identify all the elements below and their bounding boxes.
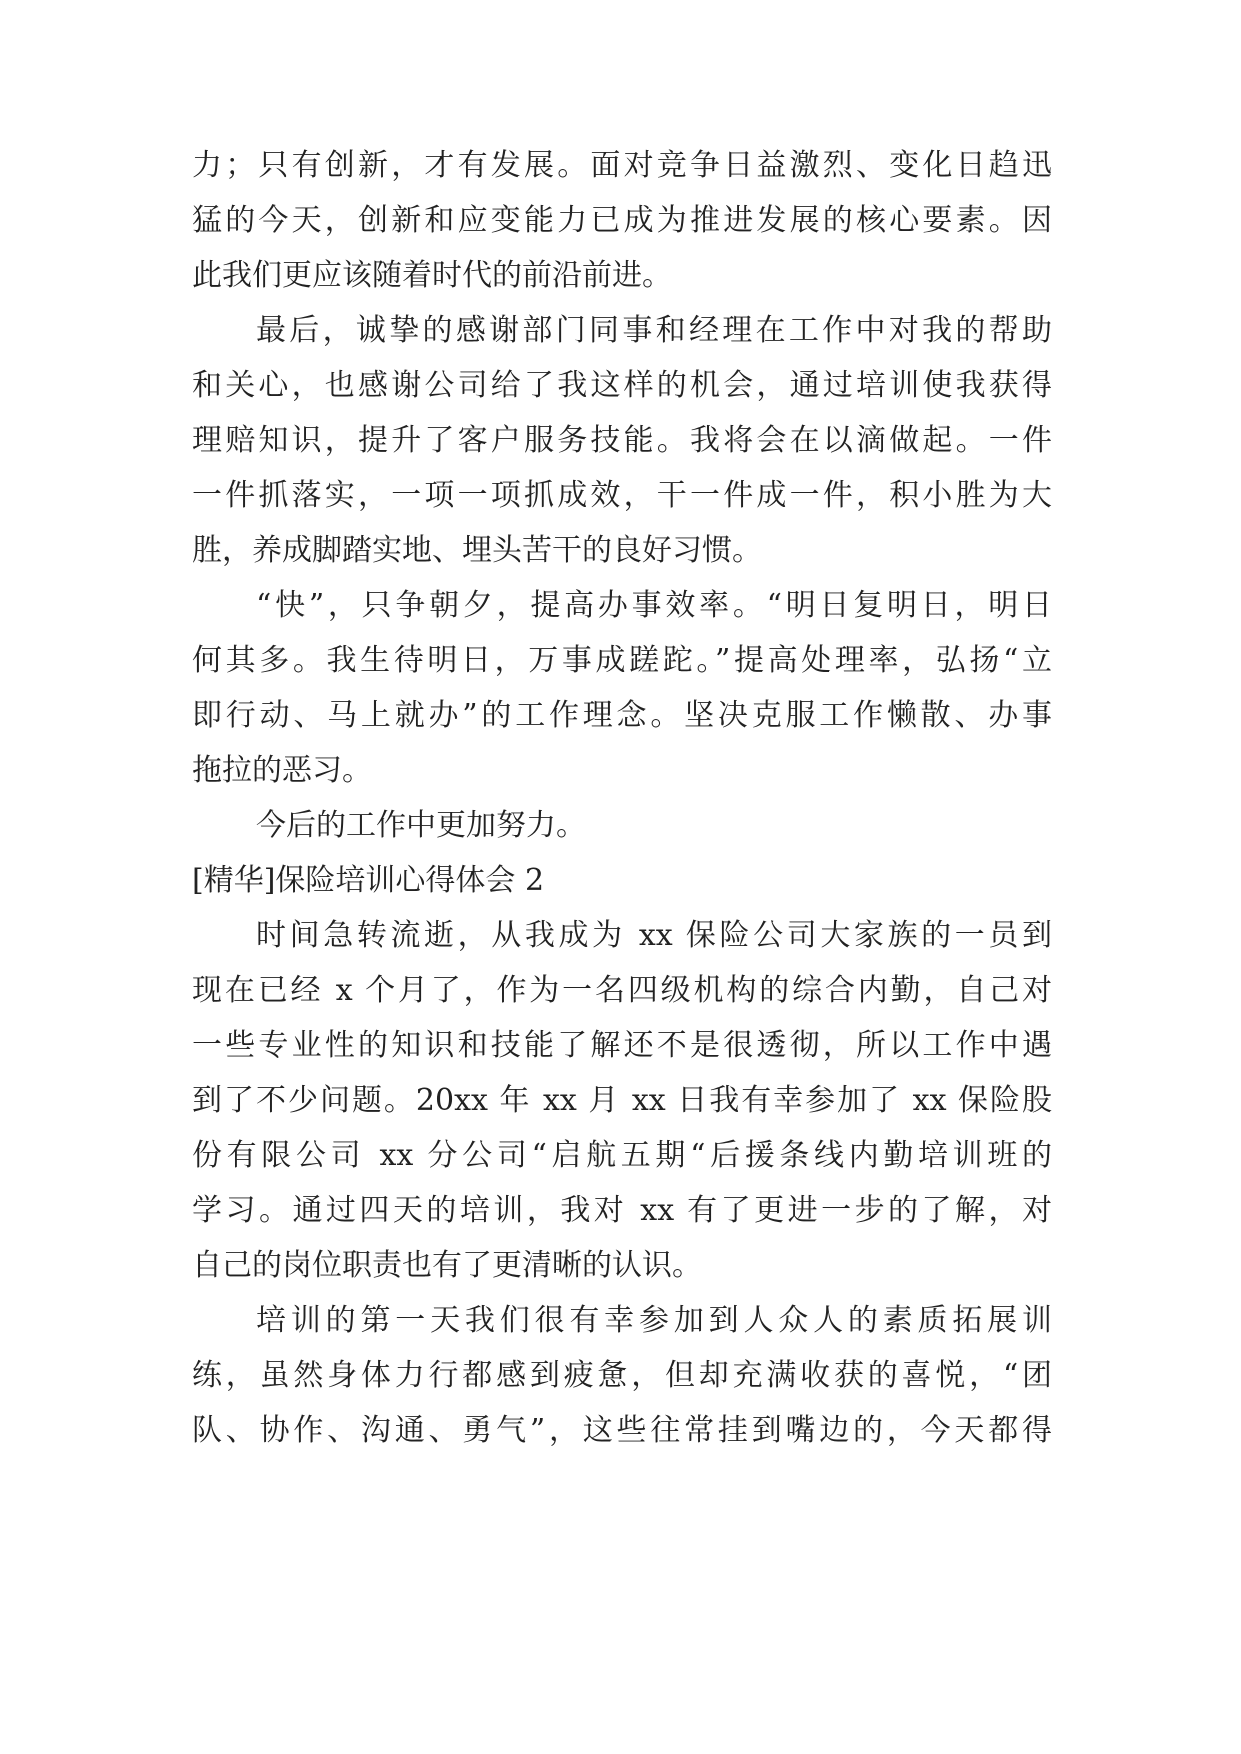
paragraph-line: 猛的今天，创新和应变能力已成为推进发展的核心要素。因 bbox=[192, 203, 1052, 238]
section-heading: [精华]保险培训心得体会 2 bbox=[192, 863, 545, 898]
paragraph-line: 今后的工作中更加努力。 bbox=[256, 808, 586, 843]
paragraph-line: 拖拉的恶习。 bbox=[192, 753, 372, 788]
paragraph-line: 和关心，也感谢公司给了我这样的机会，通过培训使我获得 bbox=[192, 368, 1052, 403]
paragraph-line: 力；只有创新，才有发展。面对竞争日益激烈、变化日趋迅 bbox=[192, 148, 1052, 183]
paragraph-line: 练，虽然身体力行都感到疲惫，但却充满收获的喜悦，“团 bbox=[192, 1358, 1052, 1393]
paragraph-line: 学习。通过四天的培训，我对 xx 有了更进一步的了解，对 bbox=[192, 1193, 1052, 1228]
paragraph-line: 自己的岗位职责也有了更清晰的认识。 bbox=[192, 1248, 702, 1283]
paragraph-line: 此我们更应该随着时代的前沿前进。 bbox=[192, 258, 672, 293]
paragraph-line: 一些专业性的知识和技能了解还不是很透彻，所以工作中遇 bbox=[192, 1028, 1052, 1063]
paragraph-line: 一件抓落实，一项一项抓成效，干一件成一件，积小胜为大 bbox=[192, 478, 1052, 513]
paragraph-line: 份有限公司 xx 分公司“启航五期“后援条线内勤培训班的 bbox=[192, 1138, 1052, 1173]
paragraph-line: 理赔知识，提升了客户服务技能。我将会在以滴做起。一件 bbox=[192, 423, 1052, 458]
paragraph-line: 到了不少问题。20xx 年 xx 月 xx 日我有幸参加了 xx 保险股 bbox=[192, 1083, 1052, 1118]
paragraph-line: 培训的第一天我们很有幸参加到人众人的素质拓展训 bbox=[256, 1303, 1052, 1338]
paragraph-line: 现在已经 x 个月了，作为一名四级机构的综合内勤，自己对 bbox=[192, 973, 1052, 1008]
paragraph-line: 何其多。我生待明日，万事成蹉跎。”提高处理率，弘扬“立 bbox=[192, 643, 1052, 678]
paragraph-line: 胜，养成脚踏实地、埋头苦干的良好习惯。 bbox=[192, 533, 762, 568]
paragraph-line: “快”，只争朝夕，提高办事效率。“明日复明日，明日 bbox=[256, 588, 1052, 623]
paragraph-line: 最后，诚挚的感谢部门同事和经理在工作中对我的帮助 bbox=[256, 313, 1052, 348]
paragraph-line: 即行动、马上就办”的工作理念。坚决克服工作懒散、办事 bbox=[192, 698, 1052, 733]
paragraph-line: 时间急转流逝，从我成为 xx 保险公司大家族的一员到 bbox=[256, 918, 1052, 953]
paragraph-line: 队、协作、沟通、勇气”，这些往常挂到嘴边的，今天都得 bbox=[192, 1413, 1052, 1448]
